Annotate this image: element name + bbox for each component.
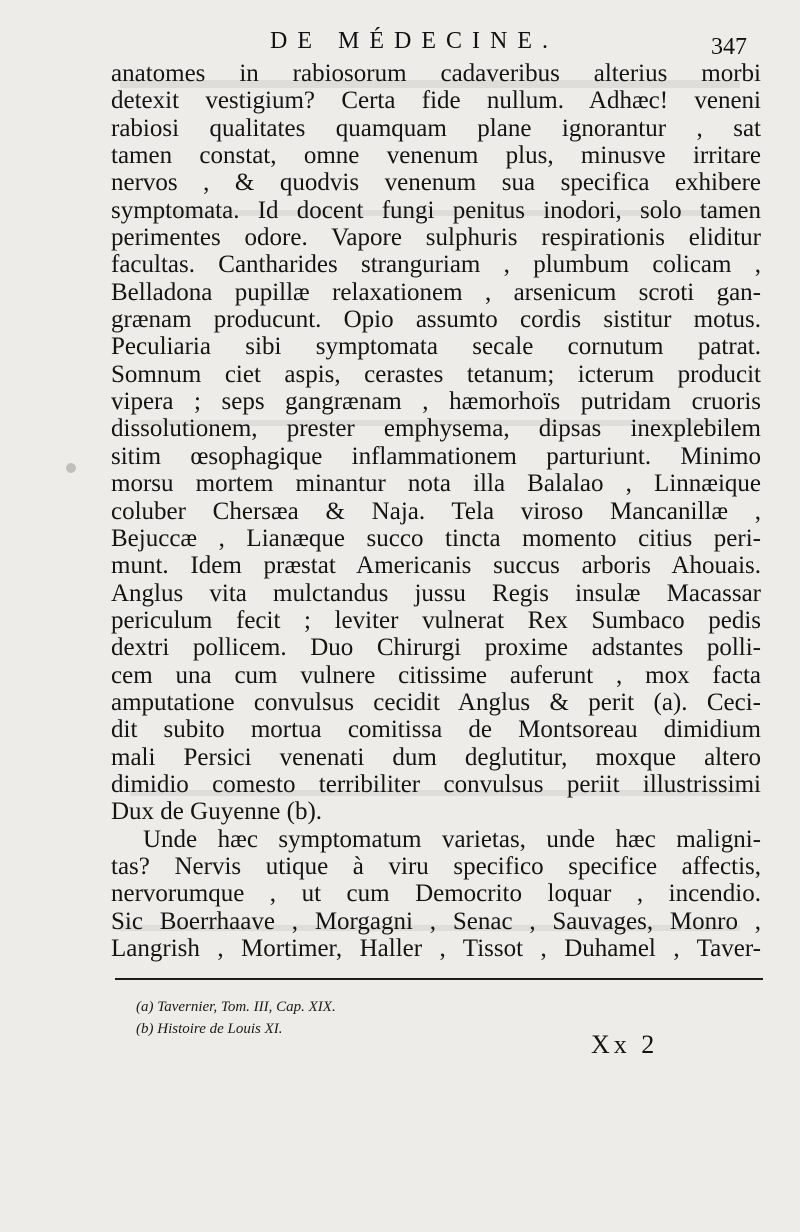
text-line: Unde hæc symptomatum varietas, unde hæc maligni- [143,825,761,853]
main-text [111,60,761,962]
text-line: Sic Boerrhaave , Morgagni , Senac , Sauvages, Monro , [111,907,761,935]
text-line: munt. Idem præstat Americanis succus arboris Ahouais. [111,552,761,580]
ink-spot [66,463,76,473]
text-line: vipera ; seps gangrænam , hæmorhoïs putridam cruoris [111,388,761,416]
text-line: mali Persici venenati dum deglutitur, moxque altero [111,743,761,771]
text-line: anatomes in rabiosorum cadaveribus alterius morbi [111,60,761,87]
footnotes [136,996,596,1040]
text-line: coluber Chersæa & Naja. Tela viroso Mancanillæ , [111,497,761,525]
text-line: symptomata. Id docent fungi penitus inodori, solo tamen [111,196,761,224]
text-line: tas? Nervis utique à viru specifico specifice affectis, [111,852,761,880]
signature-mark: Xx 2 [591,1030,659,1059]
text-line: Peculiaria sibi symptomata secale cornutum patrat. [111,333,761,361]
text-line: periculum fecit ; leviter vulnerat Rex Sumbaco pedis [111,606,761,634]
text-line: Langrish , Mortimer, Haller , Tissot , Duhamel , Taver- [111,935,761,962]
text-line: Bejuccæ , Lianæque succo tincta momento citius peri- [111,524,761,552]
text-line: nervorumque , ut cum Democrito loquar , incendio. [111,880,761,908]
text-line: cem una cum vulnere citissime auferunt , mox facta [111,661,761,689]
text-line: morsu mortem minantur nota illa Balalao , Linnæique [111,470,761,498]
text-line: dit subito mortua comitissa de Montsoreau dimidium [111,716,761,744]
text-line: sitim œsophagique inflammationem parturiunt. Minimo [111,442,761,470]
text-line: nervos , & quodvis venenum sua specifica exhibere [111,169,761,197]
text-line: grænam producunt. Opio assumto cordis sistitur motus. [111,306,761,334]
text-line: Belladona pupillæ relaxationem , arsenicum scroti gan- [111,278,761,306]
footnote-b: (b) Histoire de Louis XI. [136,1021,283,1037]
text-line: Anglus vita mulctandus jussu Regis insulæ Macassar [111,579,761,607]
text-line: dextri pollicem. Duo Chirurgi proxime adstantes polli- [111,634,761,662]
text-line: dissolutionem, prester emphysema, dipsas inexplebilem [111,415,761,443]
text-line: tamen constat, omne venenum plus, minusve irritare [111,142,761,170]
text-line: perimentes odore. Vapore sulphuris respirationis eliditur [111,224,761,252]
text-line: amputatione convulsus cecidit Anglus & perit (a). Ceci- [111,688,761,716]
text-line: Somnum ciet aspis, cerastes tetanum; icterum producit [111,360,761,388]
footnote-a: (a) Tavernier, Tom. III, Cap. XIX. [136,999,336,1015]
text-line: Dux de Guyenne (b). [111,798,323,826]
text-line: rabiosi qualitates quamquam plane ignorantur , sat [111,114,761,142]
page-number: 347 [711,34,747,60]
text-line: detexit vestigium? Certa fide nullum. Adhæc! veneni [111,87,761,115]
running-header: DE MÉDECINE. [270,28,558,54]
text-line: facultas. Cantharides stranguriam , plumbum colicam , [111,251,761,279]
footnote-divider [115,978,763,980]
text-line: dimidio comesto terribiliter convulsus periit illustrissimi [111,770,761,798]
